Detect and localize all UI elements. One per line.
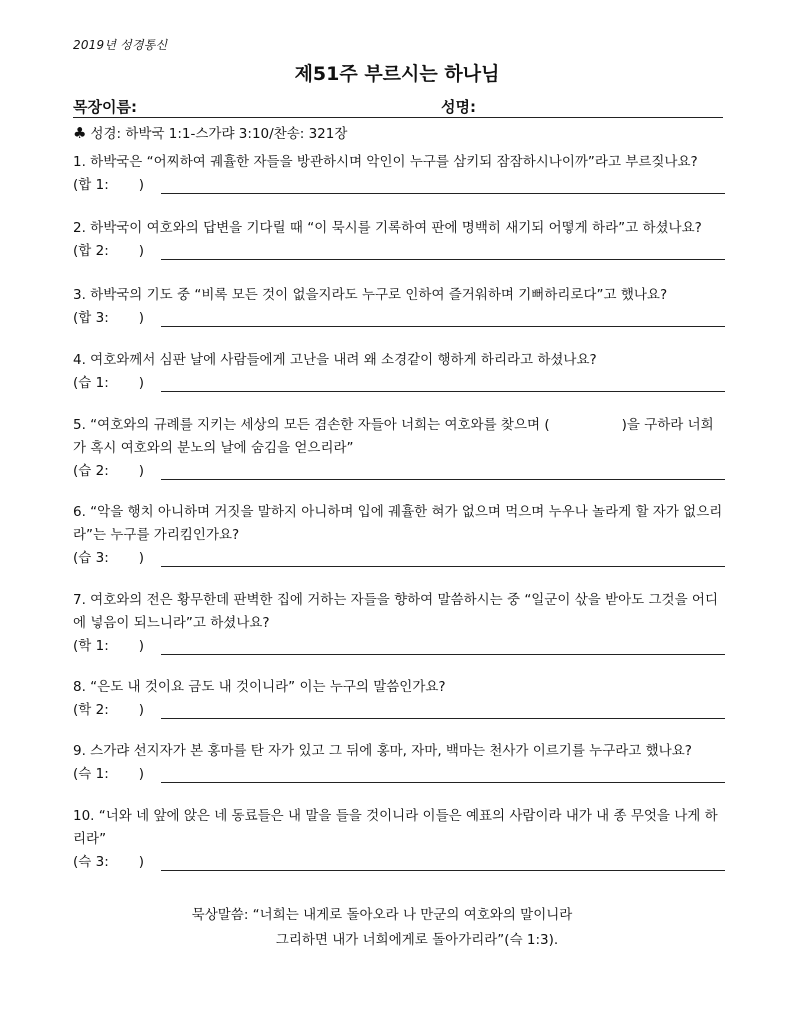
answer-row bbox=[73, 307, 725, 329]
verse-ref: (합 1: ) bbox=[73, 177, 145, 193]
answer-row bbox=[73, 851, 725, 873]
question-text: 7. 여호와의 전은 황무한데 판벽한 집에 거하는 자들을 향하여 말씀하시는 중 “일군이 삯을 받아도 그것을 어디에 넣음이 되느니라”고 하셨나요? bbox=[73, 592, 719, 631]
question-7 bbox=[73, 589, 725, 657]
question-2 bbox=[73, 217, 725, 262]
answer-row bbox=[73, 763, 725, 785]
verse-ref: (합 2: ) bbox=[73, 243, 145, 259]
question-9 bbox=[73, 740, 725, 785]
answer-row bbox=[73, 547, 725, 569]
question-5 bbox=[73, 414, 725, 482]
meditation-verse bbox=[0, 903, 794, 953]
question-text: 2. 하박국이 여호와의 답변을 기다릴 때 “이 묵시를 기록하여 판에 명백히 새기되 어떻게 하라”고 하셨나요? bbox=[73, 220, 702, 236]
answer-line[interactable] bbox=[161, 479, 725, 480]
answer-line[interactable] bbox=[161, 259, 725, 260]
answer-row bbox=[73, 699, 725, 721]
answer-row bbox=[73, 460, 725, 482]
bible-reading-line bbox=[73, 122, 347, 142]
verse-ref: (습 1: ) bbox=[73, 375, 145, 391]
page-title: 제51주 부르시는 하나님 bbox=[294, 63, 500, 85]
verse-ref: (슥 1: ) bbox=[73, 766, 145, 782]
verse-ref: (습 2: ) bbox=[73, 463, 145, 479]
answer-line[interactable] bbox=[161, 718, 725, 719]
club-icon: ♣ bbox=[73, 124, 87, 142]
question-text: 1. 하박국은 “어찌하여 궤휼한 자들을 방관하시며 악인이 누구를 삼키되 잠잠하시나이까”라고 부르짖나요? bbox=[73, 154, 698, 170]
answer-line[interactable] bbox=[161, 654, 725, 655]
question-text-part-1: 5. “여호와의 규례를 지키는 세상의 모든 겸손한 자들아 너희는 여호와를 찾으며 ( bbox=[73, 417, 550, 433]
question-4 bbox=[73, 349, 725, 394]
question-text: 9. 스가랴 선지자가 본 홍마를 탄 자가 있고 그 뒤에 홍마, 자마, 백마는 천사가 이르기를 누구라고 했나요? bbox=[73, 743, 692, 759]
verse-ref: (습 3: ) bbox=[73, 550, 145, 566]
bible-reading-text: 성경: 하박국 1:1-스가랴 3:10/찬송: 321장 bbox=[90, 126, 348, 142]
meditation-line-2: 그리하면 내가 너희에게로 돌아가리라”(슥 1:3). bbox=[275, 932, 559, 948]
answer-row bbox=[73, 240, 725, 262]
question-text bbox=[73, 414, 725, 460]
meditation-line-1: 묵상말씀: “너희는 내게로 돌아오라 나 만군의 여호와의 말이니라 bbox=[191, 907, 573, 923]
question-3 bbox=[73, 284, 725, 329]
question-text-part-2: )을 구하라 너희가 혹시 여호와의 분노의 날에 숨김을 얻으리라” bbox=[73, 417, 714, 456]
verse-ref: (학 2: ) bbox=[73, 702, 145, 718]
answer-row bbox=[73, 174, 725, 196]
question-text: 3. 하박국의 기도 중 “비록 모든 것이 없을지라도 누구로 인하여 즐거워하며 기뻐하리로다”고 했나요? bbox=[73, 287, 668, 303]
answer-line[interactable] bbox=[161, 391, 725, 392]
verse-ref: (슥 3: ) bbox=[73, 854, 145, 870]
question-text: 4. 여호와께서 심판 날에 사람들에게 고난을 내려 왜 소경같이 행하게 하리라고 하셨나요? bbox=[73, 352, 597, 368]
verse-ref: (합 3: ) bbox=[73, 310, 145, 326]
answer-row bbox=[73, 372, 725, 394]
verse-ref: (학 1: ) bbox=[73, 638, 145, 654]
answer-line[interactable] bbox=[161, 193, 725, 194]
question-text: 6. “악을 행치 아니하며 거짓을 말하지 아니하며 입에 궤휼한 혀가 없으며 먹으며 누우나 놀라게 할 자가 없으리라”는 누구를 가리킴인가요? bbox=[73, 504, 723, 543]
name-row bbox=[73, 95, 723, 118]
answer-line[interactable] bbox=[161, 566, 725, 567]
question-1 bbox=[73, 151, 725, 196]
question-6 bbox=[73, 501, 725, 569]
signature-label: 성명: bbox=[441, 98, 476, 116]
answer-line[interactable] bbox=[161, 782, 725, 783]
answer-line[interactable] bbox=[161, 326, 725, 327]
answer-row bbox=[73, 635, 725, 657]
question-text: 10. “너와 네 앞에 앉은 네 동료들은 내 말을 들을 것이니라 이들은 예표의 사람이라 내가 내 종 무엇을 나게 하리라” bbox=[73, 808, 718, 847]
header-note: 2019년 성경통신 bbox=[73, 38, 168, 52]
question-8 bbox=[73, 676, 725, 721]
question-10 bbox=[73, 805, 725, 873]
leader-name-label: 목장이름: bbox=[73, 98, 137, 116]
question-text: 8. “은도 내 것이요 금도 내 것이니라” 이는 누구의 말씀인가요? bbox=[73, 679, 446, 695]
answer-line[interactable] bbox=[161, 870, 725, 871]
